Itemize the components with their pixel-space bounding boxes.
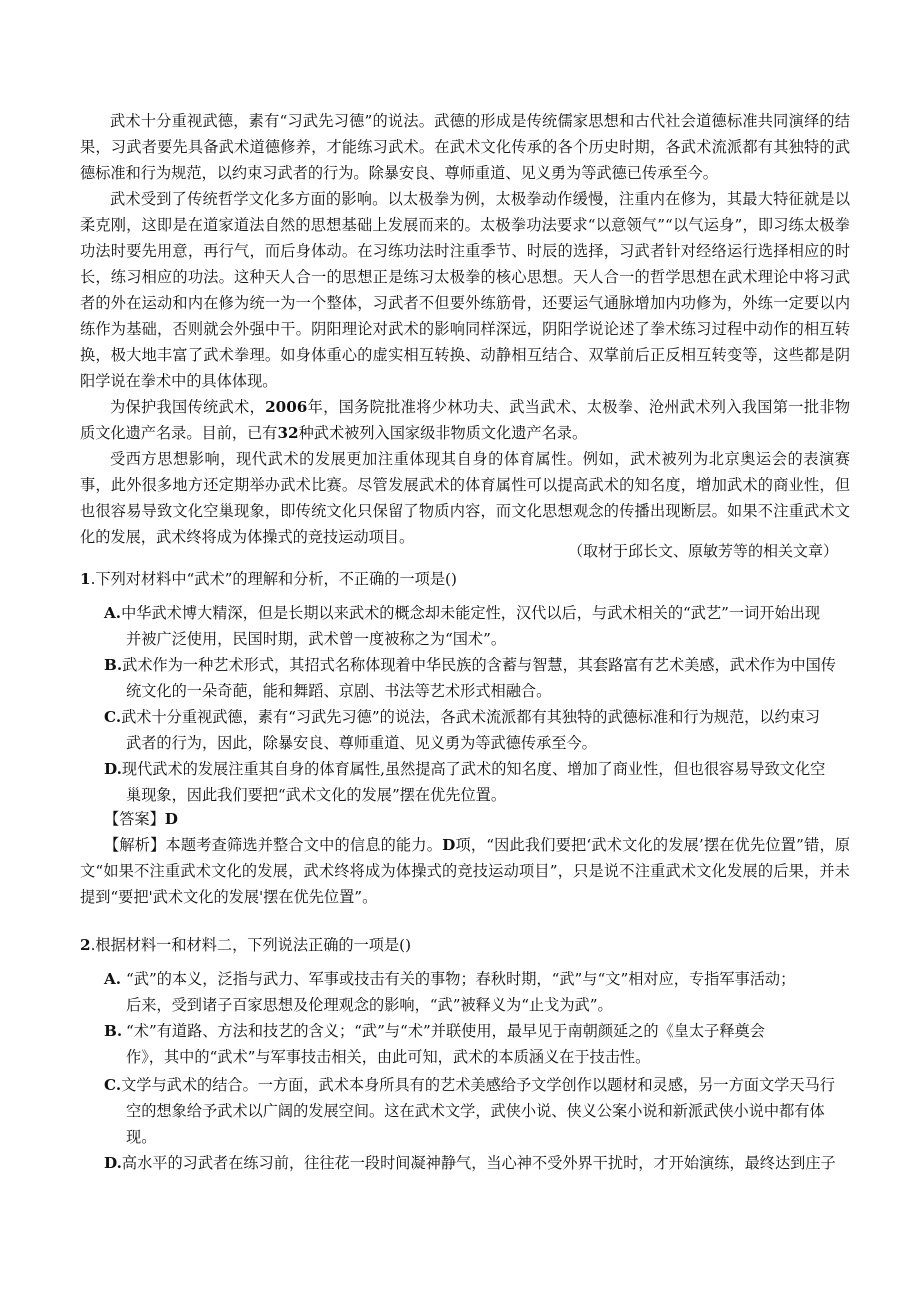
answer-value: D — [164, 810, 178, 828]
source-citation: （取材于邱长文、原敏芳等的相关文章） — [567, 542, 838, 560]
question-2-option-b — [104, 1018, 850, 1070]
question-1-analysis — [80, 832, 850, 910]
passage-paragraph-1: 武术十分重视武德，素有“习武先习德”的说法。武德的形成是传统儒家思想和古代社会道德标准共同演绎的结果，习武者要先具备武术道德修养，才能练习武术。在武术文化传承的各个历史时期，各武术流派都有其独特的武德标准和行为规范，以约束习武者的行为。除暴安良、尊师重道、见义勇为等武德已传承至今。 — [80, 112, 850, 182]
question-2-option-d — [104, 1150, 850, 1176]
p3-count: 32 — [277, 424, 299, 442]
option-letter: B. — [104, 656, 123, 674]
option-letter: C. — [104, 1076, 122, 1094]
passage-paragraph-3 — [80, 394, 850, 446]
analysis-label: 【解析】 — [104, 836, 166, 854]
option-text-line2: 空的想象给予武术以广阔的发展空间。这在武术文学，武侠小说、侠义公案小说和新派武侠小说中都有体 — [126, 1102, 825, 1120]
option-text-line1: 武术十分重视武德，素有“习武先习德”的说法，各武术流派都有其独特的武德标准和行为规范，以约束习 — [121, 708, 821, 726]
option-text-line2: 后来，受到诸子百家思想及伦理观念的影响，“武”被释义为“止戈为武”。 — [126, 996, 613, 1014]
option-letter: D. — [104, 1154, 122, 1172]
option-text-line3: 现。 — [126, 1128, 157, 1146]
answer-label: 【答案】 — [104, 810, 165, 828]
question-1-text: .下列对材料中“武术”的理解和分析，不正确的一项是() — [90, 570, 457, 588]
option-text-line1: 现代武术的发展注重其自身的体育属性,虽然提高了武术的知名度、增加了商业性，但也很容易导致文化空 — [121, 760, 826, 778]
question-1-option-a — [104, 600, 850, 652]
option-letter: C. — [104, 708, 122, 726]
option-text-line2: 作》，其中的“武术”与军事技击相关，由此可知，武术的本质涵义在于技击性。 — [126, 1048, 651, 1066]
question-2-text: .根据材料一和材料二，下列说法正确的一项是() — [90, 936, 412, 954]
question-1-stem — [80, 566, 860, 592]
p3-text-b: 年，国务院批准将少林功夫、武当武术、太极拳、沧州武术列入我国第一批非物质文化遗产名录。目前，已有 — [80, 398, 851, 442]
option-letter: D. — [104, 760, 122, 778]
option-text-line2: 巢现象，因此我们要把“武术文化的发展”摆在优先位置。 — [126, 786, 507, 804]
analysis-text-a: 本题考查筛选并整合文中的信息的能力。 — [165, 836, 443, 854]
p3-text-c: 种武术被列入国家级非物质文化遗产名录。 — [298, 424, 588, 442]
passage-paragraph-2: 武术受到了传统哲学文化多方面的影响。以太极拳为例，太极拳动作缓慢，注重内在修为，其最大特征就是以柔克刚，这即是在道家道法自然的思想基础上发展而来的。太极拳功法要求“以意领气”“以气运身”，即习练太极拳功法时要先用意，再行气，而后身体动。在习练功法时注重季节、时辰的选择，习武者针对经络运行选择相应的时长，练习相应的功法。这种天人合一的思想正是练习太极拳的核心思想。天人合一的哲学思想在武术理论中将习武者的外在运动和内在修为统一为一个整体，习武者不但要外练筋骨，还要运气通脉增加内功修为，外练一定要以内练作为基础，否则就会外强中干。阴阳理论对武术的影响同样深远，阴阳学说论述了拳术练习过程中动作的相互转换，极大地丰富了武术拳理。如身体重心的虚实相互转换、动静相互结合、双掌前后正反相互转变等，这些都是阴阳学说在拳术中的具体体现。 — [80, 190, 850, 390]
question-1-number: 1 — [80, 570, 91, 588]
option-text-line1: 武术作为一种艺术形式，其招式名称体现着中华民族的含蓄与智慧，其套路富有艺术美感，武术作为中国传 — [122, 656, 836, 674]
option-letter: B. — [104, 1022, 123, 1040]
question-1-option-d — [104, 756, 850, 808]
question-1-option-b — [104, 652, 850, 704]
p3-year: 2006 — [265, 398, 308, 416]
option-text-line2: 并被广泛使用，民国时期，武术曾一度被称之为“国术”。 — [126, 630, 507, 648]
option-text-line1: 中华武术博大精深，但是长期以来武术的概念却未能定性，汉代以后，与武术相关的“武艺”一词开始出现 — [121, 604, 821, 622]
option-text-line1: 文学与武术的结合。一方面，武术本身所具有的艺术美感给予文学创作以题材和灵感，另一方面文学天马行 — [121, 1076, 835, 1094]
option-letter: A. — [104, 970, 122, 988]
analysis-option-ref: D — [442, 836, 456, 854]
passage-paragraph-4: 受西方思想影响，现代武术的发展更加注重体现其自身的体育属性。例如，武术被列为北京奥运会的表演赛事，此外很多地方还定期举办武术比赛。尽管发展武术的体育属性可以提高武术的知名度，增加武术的商业性，但也很容易导致文化空巢现象，即传统文化只保留了物质内容，而文化思想观念的传播出现断层。如果不注重武术文化的发展，武术终将成为体操式的竞技运动项目。 — [80, 450, 850, 546]
question-2-option-c — [104, 1072, 850, 1150]
option-text-line1: 高水平的习武者在练习前，往往花一段时间凝神静气，当心神不受外界干扰时，才开始演练，最终达到庄子 — [121, 1154, 836, 1172]
p3-text-a: 为保护我国传统武术， — [110, 398, 266, 416]
option-text-line2: 统文化的一朵奇葩，能和舞蹈、京剧、书法等艺术形式相融合。 — [126, 682, 552, 700]
question-1-answer — [104, 806, 178, 832]
question-2-option-a — [104, 966, 850, 1018]
question-2-number: 2 — [80, 936, 91, 954]
question-2-stem — [80, 932, 860, 958]
option-text-line2: 武者的行为，因此，除暴安良、尊师重道、见义勇为等武德传承至今。 — [126, 734, 597, 752]
option-text-line1: “术”有道路、方法和技艺的含义；“武”与“术”并联使用，最早见于南朝颜延之的《皇太子释奠会 — [126, 1022, 765, 1040]
question-1-option-c — [104, 704, 850, 756]
option-letter: A. — [104, 604, 122, 622]
analysis-text-b: 项，“因此我们要把‘武术文化的发展’摆在优先位置”错，原文“如果不注重武术文化的发展，武术终将成为体操式的竞技运动项目”，只是说不注重武术文化发展的后果，并未提到“要把'武术文化的发展'摆在优先位置”。 — [80, 836, 851, 906]
option-text-line1: “武”的本义，泛指与武力、军事或技击有关的事物；春秋时期，“武”与“文”相对应，专指军事活动； — [126, 970, 796, 988]
